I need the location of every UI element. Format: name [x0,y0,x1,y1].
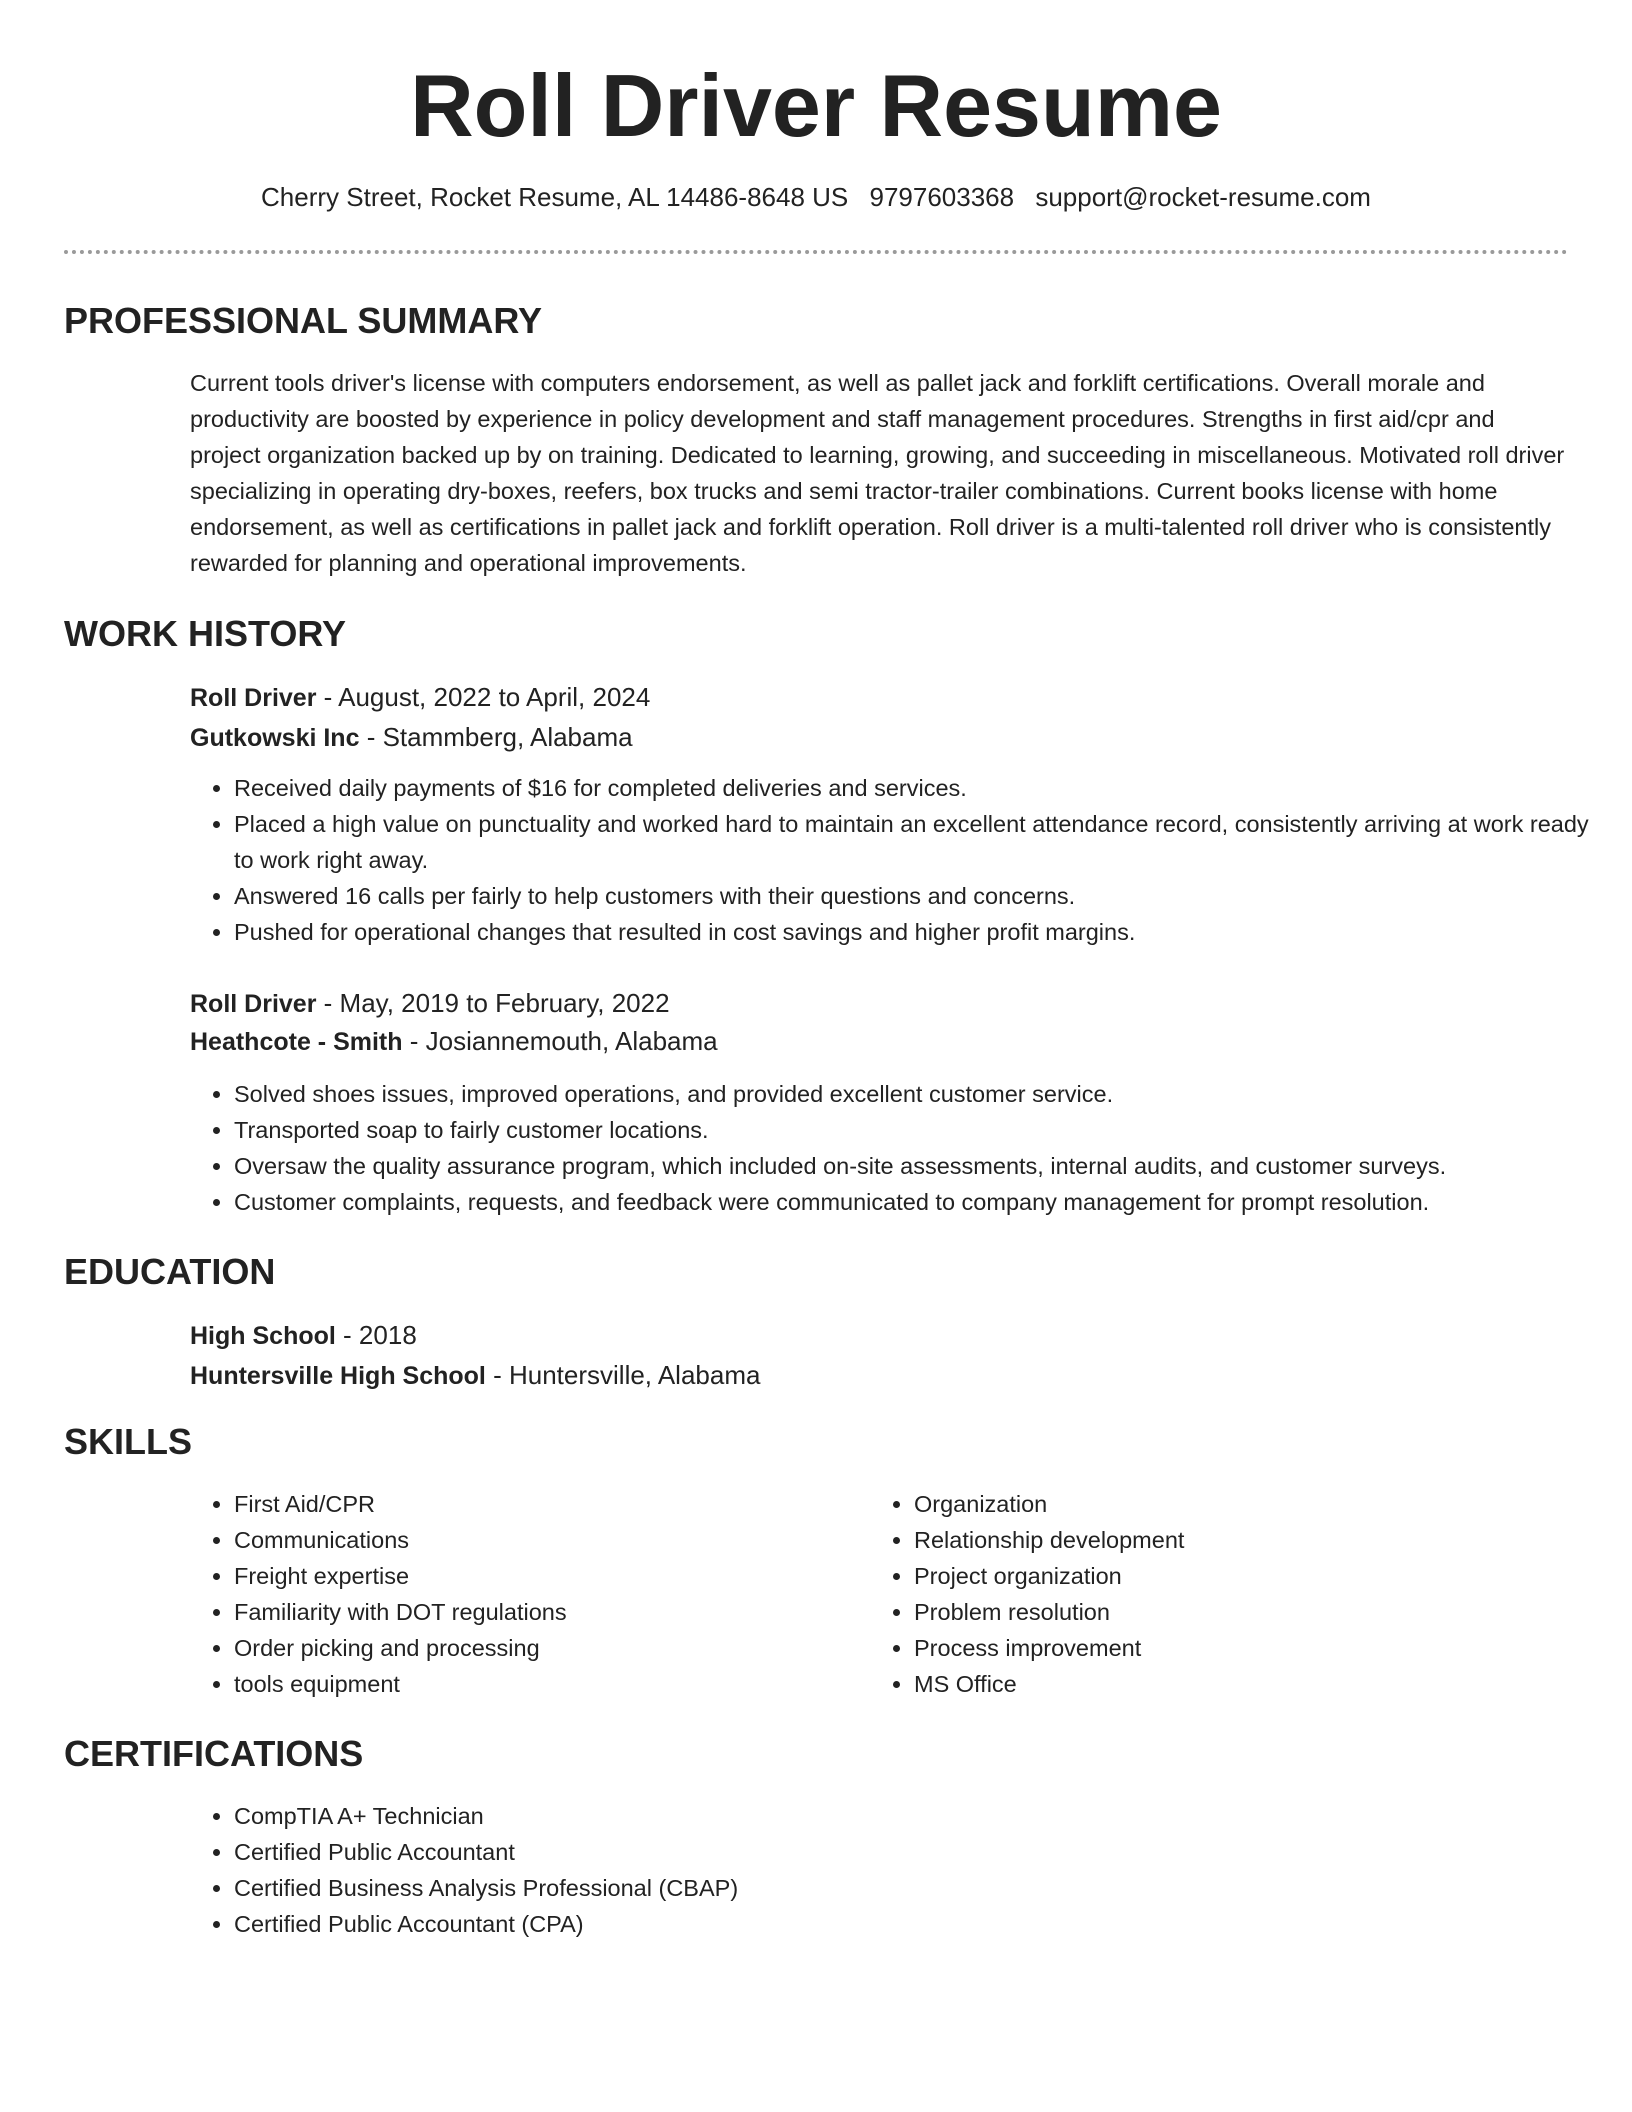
list-item: • First Aid/CPR [234,1486,854,1522]
list-item: • Process improvement [914,1630,1534,1666]
list-item: • Organization [914,1486,1534,1522]
education-school-line [190,1356,760,1395]
education-degree: High School [190,1322,336,1350]
job-1-location: - Stammberg, Alabama [359,722,633,752]
list-item: • Transported soap to fairly customer locations. [234,1112,1614,1148]
list-item: • MS Office [914,1666,1534,1702]
contact-phone: 9797603368 [869,182,1015,212]
list-item: • Solved shoes issues, improved operations, and provided excellent customer service. [234,1076,1614,1112]
job-1-title: Roll Driver [190,684,317,712]
header-divider [64,250,1568,254]
job-1-bullets [190,770,1614,950]
job-1-dates: - August, 2022 to April, 2024 [316,682,651,712]
job-1-title-line [190,678,650,717]
list-item: • Freight expertise [234,1558,854,1594]
skills-heading: SKILLS [64,1421,193,1462]
education-degree-line [190,1316,417,1355]
resume-title: Roll Driver Resume [410,56,1222,155]
job-1-company: Gutkowski Inc [190,724,360,752]
list-item: • Order picking and processing [234,1630,854,1666]
list-item: • Placed a high value on punctuality and worked hard to maintain an excellent attendance record, consistently arriving at work ready to work right away. [234,806,1614,878]
list-item: • Certified Public Accountant (CPA) [234,1906,1614,1942]
job-2-title-line [190,984,670,1023]
list-item: • Familiarity with DOT regulations [234,1594,854,1630]
list-item: • CompTIA A+ Technician [234,1798,1614,1834]
list-item: • Oversaw the quality assurance program, which included on-site assessments, internal audits, and customer surveys. [234,1148,1614,1184]
certifications-list [190,1798,1614,1942]
education-heading: EDUCATION [64,1251,276,1292]
contact-email: support@rocket-resume.com [1035,182,1371,212]
education-school: Huntersville High School [190,1362,486,1390]
job-2-location: - Josiannemouth, Alabama [402,1026,718,1056]
work-history-heading: WORK HISTORY [64,613,347,654]
contact-address: Cherry Street, Rocket Resume, AL 14486-8648 US [261,182,849,212]
list-item: • Problem resolution [914,1594,1534,1630]
education-year: - 2018 [335,1320,417,1350]
job-2-bullets [190,1076,1614,1220]
job-1-company-line [190,718,633,757]
list-item: • Certified Public Accountant [234,1834,1614,1870]
job-2-company: Heathcote - Smith [190,1028,403,1056]
skills-list-left [190,1486,854,1702]
list-item: • tools equipment [234,1666,854,1702]
list-item: • Relationship development [914,1522,1534,1558]
job-2-title: Roll Driver [190,990,317,1018]
list-item: • Certified Business Analysis Professional (CBAP) [234,1870,1614,1906]
list-item: • Received daily payments of $16 for completed deliveries and services. [234,770,1614,806]
summary-text: Current tools driver's license with computers endorsement, as well as pallet jack and forklift certifications. Overall morale and productivity are boosted by experience in policy development and staff management procedures. Strengths in first aid/cpr and project organization backed up by on training. Dedicated to learning, growing, and succeeding in miscellaneous. Motivated roll driver specializing in operating dry-boxes, reefers, box trucks and semi tractor-trailer combinations. Current books license with home endorsement, as well as certifications in pallet jack and forklift operation. Roll driver is a multi-talented roll driver who is consistently rewarded for planning and operational improvements. [190,370,1565,576]
contact-line [0,180,1632,214]
summary-heading: PROFESSIONAL SUMMARY [64,300,543,341]
job-2-company-line [190,1022,718,1061]
list-item: • Project organization [914,1558,1534,1594]
list-item: • Answered 16 calls per fairly to help customers with their questions and concerns. [234,878,1614,914]
list-item: • Communications [234,1522,854,1558]
education-location: - Huntersville, Alabama [485,1360,761,1390]
list-item: • Customer complaints, requests, and feedback were communicated to company management for prompt resolution. [234,1184,1614,1220]
skills-list-right [870,1486,1534,1702]
certifications-heading: CERTIFICATIONS [64,1733,364,1774]
job-2-dates: - May, 2019 to February, 2022 [316,988,670,1018]
list-item: • Pushed for operational changes that resulted in cost savings and higher profit margins. [234,914,1614,950]
